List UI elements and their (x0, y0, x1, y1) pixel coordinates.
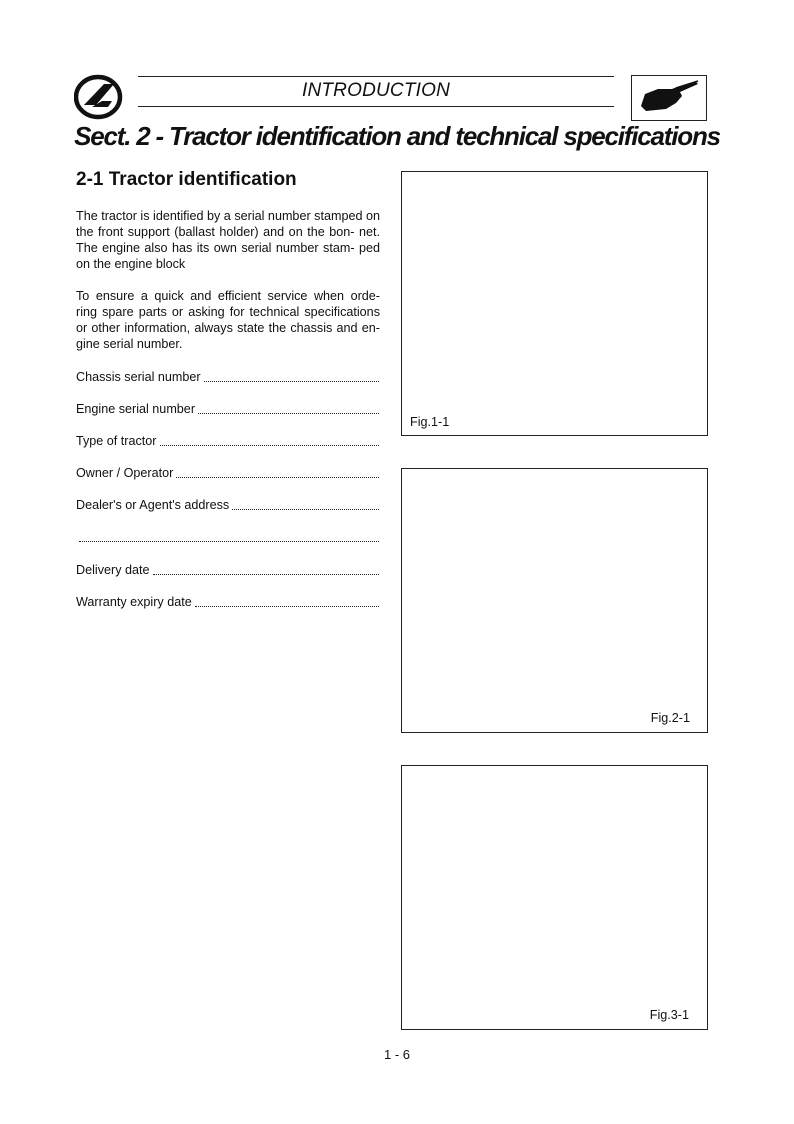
figure-frame-1 (401, 171, 708, 436)
dotted-line (160, 444, 380, 446)
dotted-line (153, 573, 380, 575)
pointing-hand-icon (631, 75, 707, 121)
subsection-heading: 2-1 Tractor identification (76, 169, 297, 190)
service-paragraph: To ensure a quick and efficient service when orde- ring spare parts or asking for technical specifications or other information, always state the chassis and en- gine serial number. (76, 289, 380, 351)
dotted-line (232, 508, 379, 510)
field-chassis-serial (76, 369, 379, 385)
field-engine-serial (76, 401, 379, 417)
figure-caption: Fig.2-1 (650, 711, 690, 725)
dotted-line (198, 412, 379, 414)
field-dealer-address-continued (76, 529, 379, 545)
field-label: Chassis serial number (76, 370, 201, 384)
dotted-line (204, 380, 379, 382)
header-rule-bottom (138, 106, 614, 107)
field-owner-operator (76, 465, 379, 481)
field-label: Warranty expiry date (76, 595, 192, 609)
field-dealer-address (76, 497, 379, 513)
header-title: INTRODUCTION (301, 80, 451, 101)
dotted-line (195, 605, 379, 607)
figure-frame-2 (401, 468, 708, 733)
dotted-line (176, 476, 379, 478)
field-label: Owner / Operator (76, 466, 174, 480)
figure-caption: Fig.1-1 (410, 415, 450, 429)
header-rule-top (138, 76, 614, 77)
field-label: Dealer's or Agent's address (76, 498, 230, 512)
field-delivery-date (76, 562, 379, 578)
field-label: Engine serial number (76, 402, 196, 416)
intro-paragraph: The tractor is identified by a serial number stamped on the front support (ballast holder) and on the bon- net. The engine also has its own serial number stam- ped on the engine block (76, 209, 380, 271)
dotted-line (79, 540, 379, 542)
field-tractor-type (76, 433, 379, 449)
section-title: Sect. 2 - Tractor identification and technical specifications (74, 121, 720, 151)
figure-caption: Fig.3-1 (649, 1008, 689, 1022)
figure-frame-3 (401, 765, 708, 1030)
field-label: Delivery date (76, 563, 150, 577)
page-number: 1 - 6 (383, 1047, 410, 1062)
company-logo-icon (74, 74, 124, 120)
field-label: Type of tractor (76, 434, 157, 448)
field-warranty-expiry (76, 594, 379, 610)
